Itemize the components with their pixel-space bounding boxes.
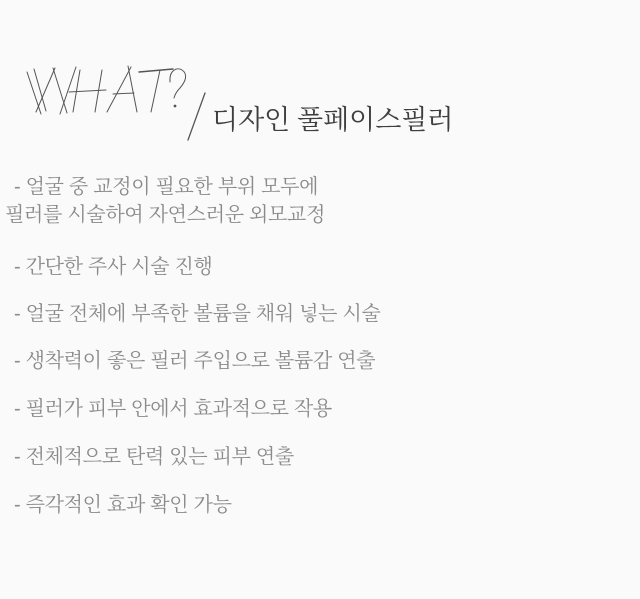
list-item-2: - 간단한 주사 시술 진행 bbox=[14, 256, 213, 278]
question-mark-strokes bbox=[170, 69, 186, 107]
list-item-3: - 얼굴 전체에 부족한 볼륨을 채워 넣는 시술 bbox=[14, 303, 381, 325]
what-heading-art bbox=[24, 60, 219, 155]
list-item-5: - 필러가 피부 안에서 효과적으로 작용 bbox=[14, 398, 332, 420]
list-item-7: - 즉각적인 효과 확인 가능 bbox=[14, 494, 232, 516]
letter-a-strokes bbox=[107, 66, 137, 112]
list-item-1-line-1: - 얼굴 중 교정이 필요한 부위 모두에 bbox=[14, 176, 319, 198]
page-title: 디자인 풀페이스필러 bbox=[212, 105, 454, 135]
slash-divider bbox=[188, 93, 205, 140]
list-item-6: - 전체적으로 탄력 있는 피부 연출 bbox=[14, 446, 294, 468]
what-heading-text bbox=[0, 0, 1, 1]
letter-h-strokes bbox=[69, 70, 106, 112]
list-item-4: - 생착력이 좋은 필러 주입으로 볼륨감 연출 bbox=[14, 350, 376, 372]
letter-w-strokes bbox=[27, 67, 76, 114]
header-slash-text bbox=[0, 0, 1, 1]
letter-t-strokes bbox=[139, 69, 173, 112]
list-item-1-line-2: 필러를 시술하여 자연스러운 외모교정 bbox=[5, 204, 326, 226]
